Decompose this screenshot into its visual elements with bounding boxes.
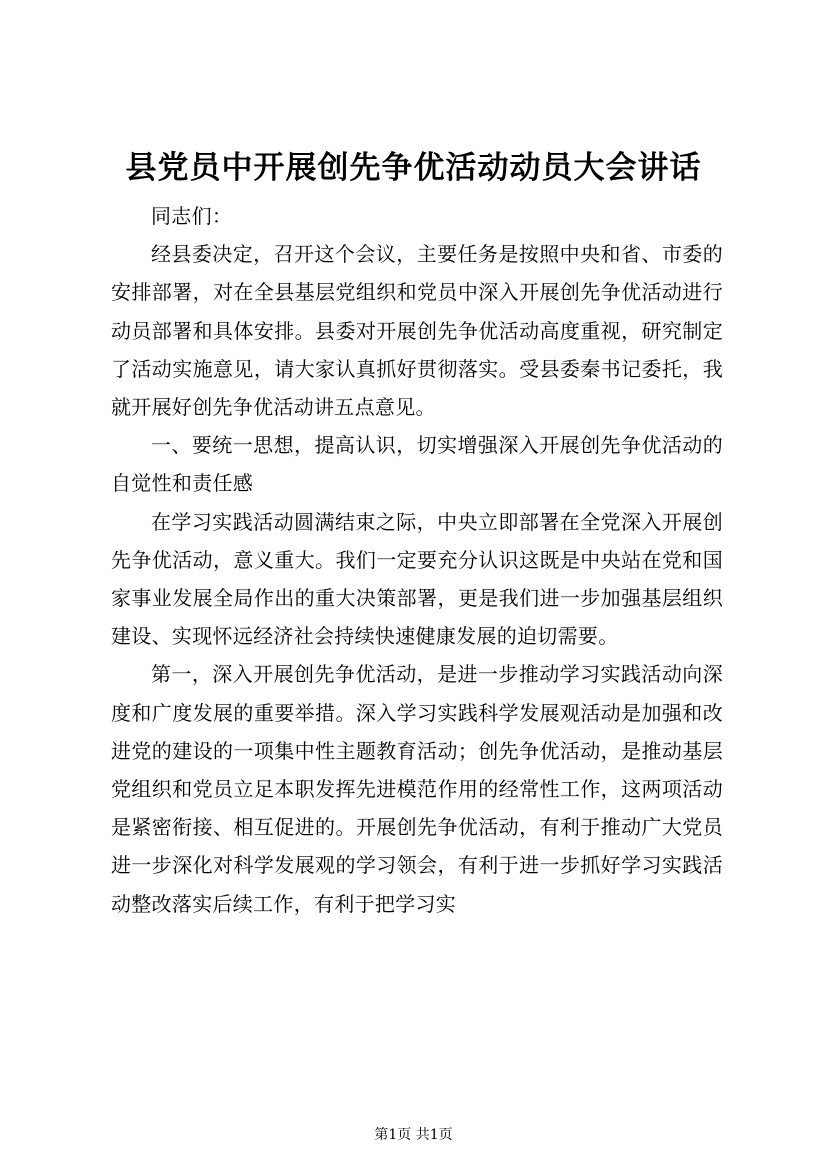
paragraph-context: 在学习实践活动圆满结束之际，中央立即部署在全党深入开展创先争优活动，意义重大。我们一定要充分认识这既是中央站在党和国家事业发展全局作出的重大决策部署，更是我们进一步加强基层组织建设、实现怀远经济社会持续快速健康发展的迫切需要。: [111, 509, 723, 649]
document-body: [111, 197, 723, 923]
paragraph-section-heading: 一、要统一思想，提高认识，切实增强深入开展创先争优活动的自觉性和责任感: [111, 433, 723, 496]
page-number-footer: 第1页 共1页: [374, 1127, 453, 1143]
paragraph-first-point: 第一，深入开展创先争优活动，是进一步推动学习实践活动向深度和广度发展的重要举措。深入学习实践科学发展观活动是加强和改进党的建设的一项集中性主题教育活动；创先争优活动，是推动基层党组织和党员立足本职发挥先进模范作用的经常性工作，这两项活动是紧密衔接、相互促进的。开展创先争优活动，有利于推动广大党员进一步深化对科学发展观的学习领会，有利于进一步抓好学习实践活动整改落实后续工作，有利于把学习实: [111, 662, 723, 916]
document-title: 县党员中开展创先争优活动动员大会讲话: [125, 150, 702, 186]
paragraph-intro: 经县委决定，召开这个会议，主要任务是按照中央和省、市委的安排部署，对在全县基层党组织和党员中深入开展创先争优活动进行动员部署和具体安排。县委对开展创先争优活动高度重视，研究制定了活动实施意见，请大家认真抓好贯彻落实。受县委秦书记委托，我就开展好创先争优活动讲五点意见。: [111, 242, 723, 420]
paragraph-salutation: 同志们：: [151, 204, 233, 228]
